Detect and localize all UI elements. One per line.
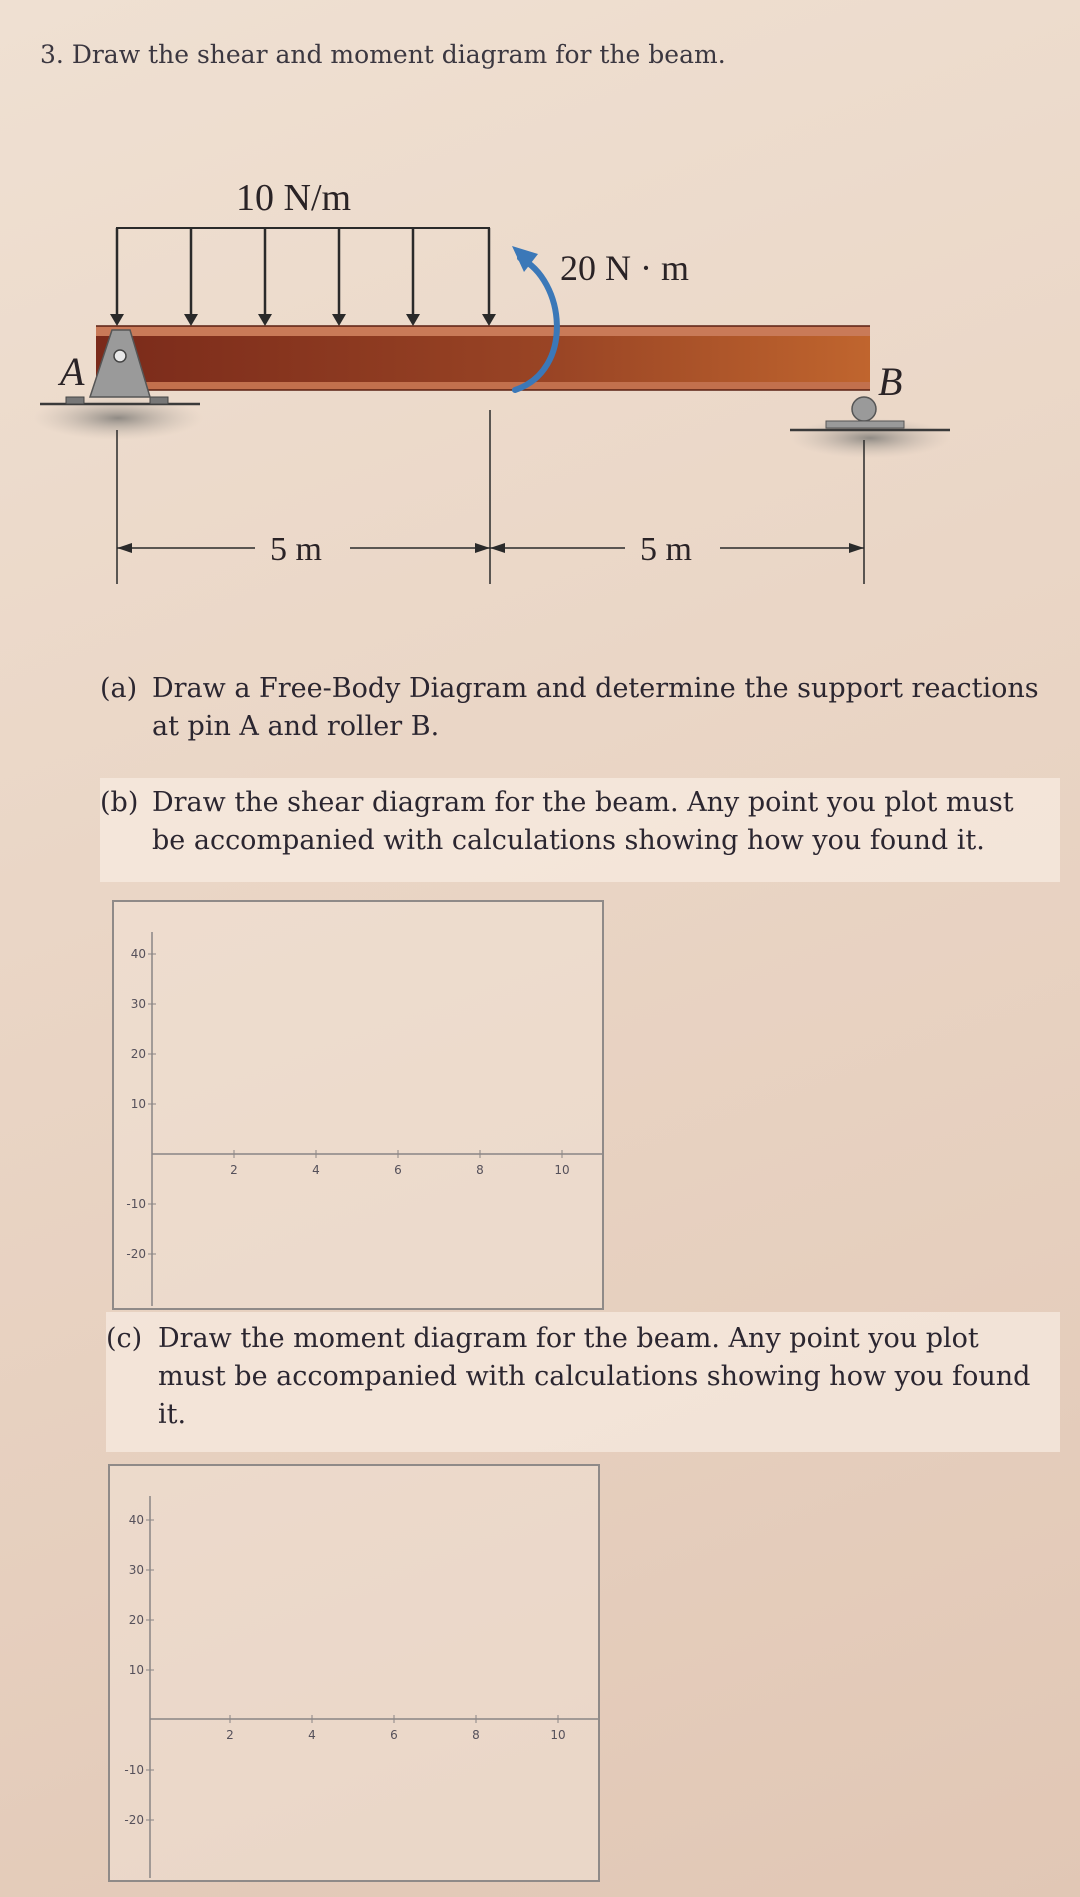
shear-axes	[114, 902, 602, 1308]
couple-moment-label: 20 N · m	[560, 248, 689, 288]
shear-x-tick-label: 6	[394, 1163, 402, 1177]
part-b-label: (b)	[100, 787, 139, 818]
moment-y-tick-label: 30	[128, 1563, 144, 1577]
part-b	[100, 778, 1060, 882]
part-a-line1: Draw a Free-Body Diagram and determine the support reactions	[152, 673, 1039, 704]
question-title	[40, 40, 726, 69]
part-a	[100, 670, 1060, 746]
load-arrowhead	[482, 314, 496, 326]
load-arrowhead	[110, 314, 124, 326]
shear-y-tick-label: 20	[130, 1047, 146, 1061]
moment-x-tick-label: 4	[308, 1728, 316, 1742]
part-b-line2: be accompanied with calculations showing how you found it.	[152, 825, 985, 856]
moment-x-tick-label: 2	[226, 1728, 234, 1742]
part-c-line1: Draw the moment diagram for the beam. Any point you plot	[158, 1323, 979, 1354]
moment-axes	[110, 1466, 598, 1880]
moment-y-tick-label: 10	[128, 1663, 144, 1677]
moment-y-tick-label: -10	[124, 1763, 144, 1777]
pin-a	[114, 350, 126, 362]
shear-y-tick-label: 40	[130, 947, 146, 961]
load-arrowhead	[184, 314, 198, 326]
span1-label: 5 m	[270, 531, 322, 568]
part-c-line2: must be accompanied with calculations showing how you found	[158, 1361, 1031, 1392]
moment-y-tick-label: -20	[124, 1813, 144, 1827]
beam-figure	[0, 150, 1080, 600]
load-arrowhead	[406, 314, 420, 326]
load-arrows	[110, 228, 496, 326]
shear-diagram-grid[interactable]	[112, 900, 604, 1310]
part-b-line1: Draw the shear diagram for the beam. Any point you plot must	[152, 787, 1014, 818]
moment-x-tick-label: 10	[550, 1728, 566, 1742]
part-a-line2: at pin A and roller B.	[152, 711, 440, 742]
shear-x-tick-label: 4	[312, 1163, 320, 1177]
question-text: Draw the shear and moment diagram for the beam.	[71, 40, 726, 69]
shear-y-tick-label: 10	[130, 1097, 146, 1111]
moment-y-tick-label: 40	[128, 1513, 144, 1527]
ground-a	[33, 396, 203, 440]
beam-top-flange	[96, 326, 870, 336]
roller-b	[852, 397, 876, 421]
load-arrowhead	[258, 314, 272, 326]
load-arrowhead	[332, 314, 346, 326]
moment-y-tick-label: 20	[128, 1613, 144, 1627]
moment-diagram-grid[interactable]	[108, 1464, 600, 1882]
moment-x-tick-label: 6	[390, 1728, 398, 1742]
beam-web	[96, 336, 870, 382]
span2-label: 5 m	[640, 531, 692, 568]
shear-y-tick-label: -10	[126, 1197, 146, 1211]
shear-y-tick-label: -20	[126, 1247, 146, 1261]
part-a-label: (a)	[100, 673, 138, 704]
part-c-line3: it.	[158, 1399, 187, 1430]
distributed-load-label: 10 N/m	[236, 177, 352, 219]
question-number: 3.	[40, 40, 64, 69]
support-b-label: B	[878, 359, 903, 404]
support-a-label: A	[60, 349, 85, 394]
shear-x-tick-label: 10	[554, 1163, 570, 1177]
moment-x-tick-label: 8	[472, 1728, 480, 1742]
part-c	[106, 1312, 1060, 1452]
shear-y-tick-label: 30	[130, 997, 146, 1011]
part-c-label: (c)	[106, 1323, 143, 1354]
shear-x-tick-label: 8	[476, 1163, 484, 1177]
shear-x-tick-label: 2	[230, 1163, 238, 1177]
beam-bottom-flange	[96, 382, 870, 390]
